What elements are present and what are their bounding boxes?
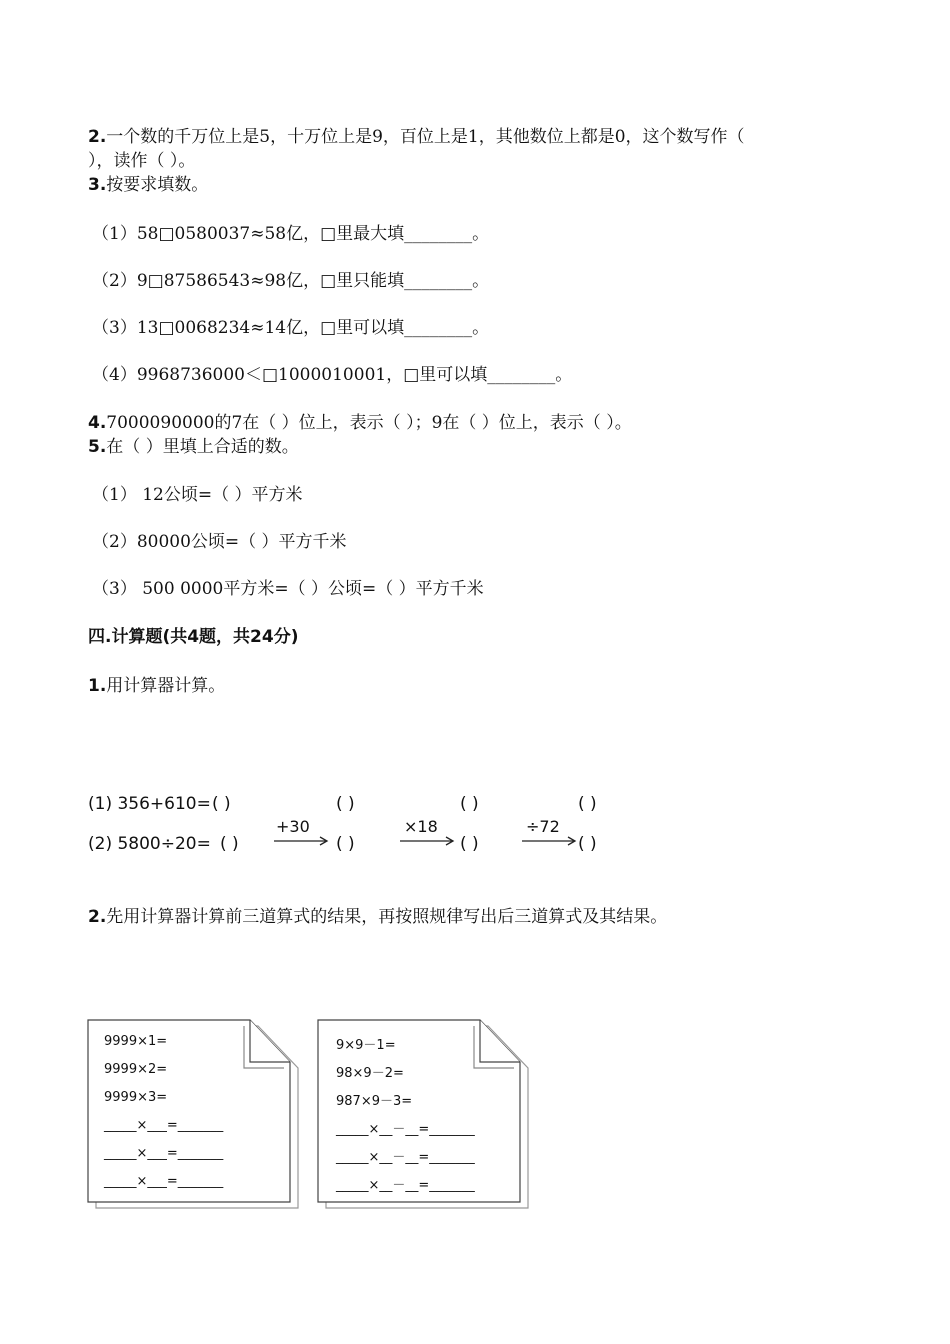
paper-1-line-2: 9999×2= (104, 1062, 168, 1077)
q2-line1 (88, 126, 745, 148)
paper-2-line-4: _____×__－__=_______ (336, 1122, 475, 1137)
calc1-row1-blank-2: ( ) (336, 794, 355, 814)
calc1-row1-blank-4: ( ) (578, 794, 597, 814)
calc1-row2-expr: (2) 5800÷20= (88, 834, 211, 854)
arrow-icon (400, 837, 453, 845)
paper-2-line-1: 9×9－1= (336, 1038, 396, 1053)
calc1-row1-expr: (1) 356+610= (88, 794, 211, 814)
q2-text-line2: ），读作（ ）。 (88, 151, 196, 171)
calc2-title: 先用计算器计算前三道算式的结果，再按照规律写出后三道算式及其结果。 (106, 907, 668, 927)
q5-item-3: （3） 500 0000平方米=（ ）公顷=（ ）平方千米 (92, 579, 484, 599)
q5-title-line (88, 436, 299, 458)
q3-item-4: （4）9968736000＜□1000010001，□里可以填________。 (92, 365, 573, 385)
paper-1-line-5: _____×___=_______ (104, 1146, 224, 1161)
calc1-row1-blank-1: ( ) (212, 794, 231, 814)
calc1-title-line (88, 675, 225, 697)
paper-1-line-4: _____×___=_______ (104, 1118, 224, 1133)
section4-title: 四.计算题(共4题，共24分) (88, 627, 299, 647)
q2-text-line1: 一个数的千万位上是5，十万位上是9，百位上是1，其他数位上都是0，这个数写作（ (106, 127, 745, 147)
q5-item-1: （1） 12公顷=（ ）平方米 (92, 485, 303, 505)
calc2-title-line (88, 906, 667, 928)
calc1-row2-blank-1: ( ) (220, 834, 239, 854)
arrow-icon (522, 837, 575, 845)
q3-title: 按要求填数。 (106, 175, 209, 195)
q5-number: 5. (88, 437, 107, 457)
calc1-number: 1. (88, 676, 107, 696)
q2-number: 2. (88, 127, 107, 147)
calc1-row2-blank-2: ( ) (336, 834, 355, 854)
calc1-row2-blank-3: ( ) (460, 834, 479, 854)
paper-2-line-3: 987×9－3= (336, 1094, 413, 1109)
paper-2-line-6: _____×__－__=_______ (336, 1178, 475, 1193)
calc1-row1-blank-3: ( ) (460, 794, 479, 814)
calc1-op-2: ×18 (404, 817, 438, 836)
calc2-number: 2. (88, 907, 107, 927)
paper-1-line-6: _____×___=_______ (104, 1174, 224, 1189)
calc1-title: 用计算器计算。 (106, 676, 226, 696)
calc1-op-1: +30 (276, 817, 310, 836)
paper-1-line-1: 9999×1= (104, 1034, 168, 1049)
q4-text: 7000090000的7在（ ）位上，表示（ ）；9在（ ）位上，表示（ ）。 (106, 413, 632, 433)
q3-item-3: （3）13□0068234≈14亿，□里可以填________。 (92, 318, 490, 338)
calc1-op-3: ÷72 (526, 817, 560, 836)
q5-item-2: （2）80000公顷=（ ）平方千米 (92, 532, 347, 552)
paper-2-line-2: 98×9－2= (336, 1066, 404, 1081)
q4-line (88, 412, 632, 434)
q3-item-1: （1）58□0580037≈58亿，□里最大填________。 (92, 224, 490, 244)
arrow-icon (274, 837, 327, 845)
q3-number: 3. (88, 175, 107, 195)
q3-item-2: （2）9□87586543≈98亿，□里只能填________。 (92, 271, 490, 291)
paper-2-line-5: _____×__－__=_______ (336, 1150, 475, 1165)
q5-title: 在（ ）里填上合适的数。 (106, 437, 299, 457)
calc1-row2-blank-4: ( ) (578, 834, 597, 854)
q3-title-line (88, 174, 208, 196)
paper-1-line-3: 9999×3= (104, 1090, 168, 1105)
q4-number: 4. (88, 413, 107, 433)
